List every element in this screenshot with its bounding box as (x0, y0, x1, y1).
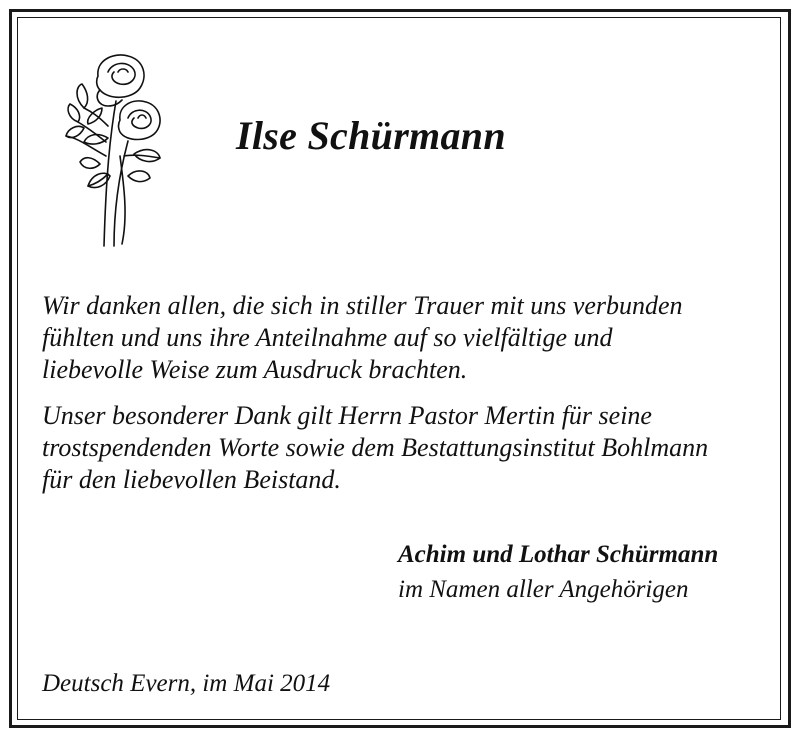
thanks-paragraph (42, 290, 762, 386)
text-line: Wir danken allen, die sich in stiller Trauer mit uns verbunden (42, 291, 683, 320)
signature-subline: im Namen aller Angehörigen (398, 576, 689, 603)
text-line: trostspendenden Worte sowie dem Bestattungsinstitut Bohlmann (42, 433, 709, 462)
signature-names: Achim und Lothar Schürmann (398, 541, 719, 568)
text-line: fühlten und uns ihre Anteilnahme auf so vielfältige und (42, 323, 613, 352)
text-line: Unser besonderer Dank gilt Herrn Pastor Mertin für seine (42, 401, 652, 430)
rose-icon (58, 46, 168, 251)
text-line: für den liebevollen Beistand. (42, 465, 341, 494)
text-line: liebevolle Weise zum Ausdruck brachten. (42, 355, 468, 384)
deceased-name: Ilse Schürmann (236, 113, 506, 158)
place-date: Deutsch Evern, im Mai 2014 (42, 670, 331, 697)
special-thanks-paragraph (42, 400, 762, 496)
